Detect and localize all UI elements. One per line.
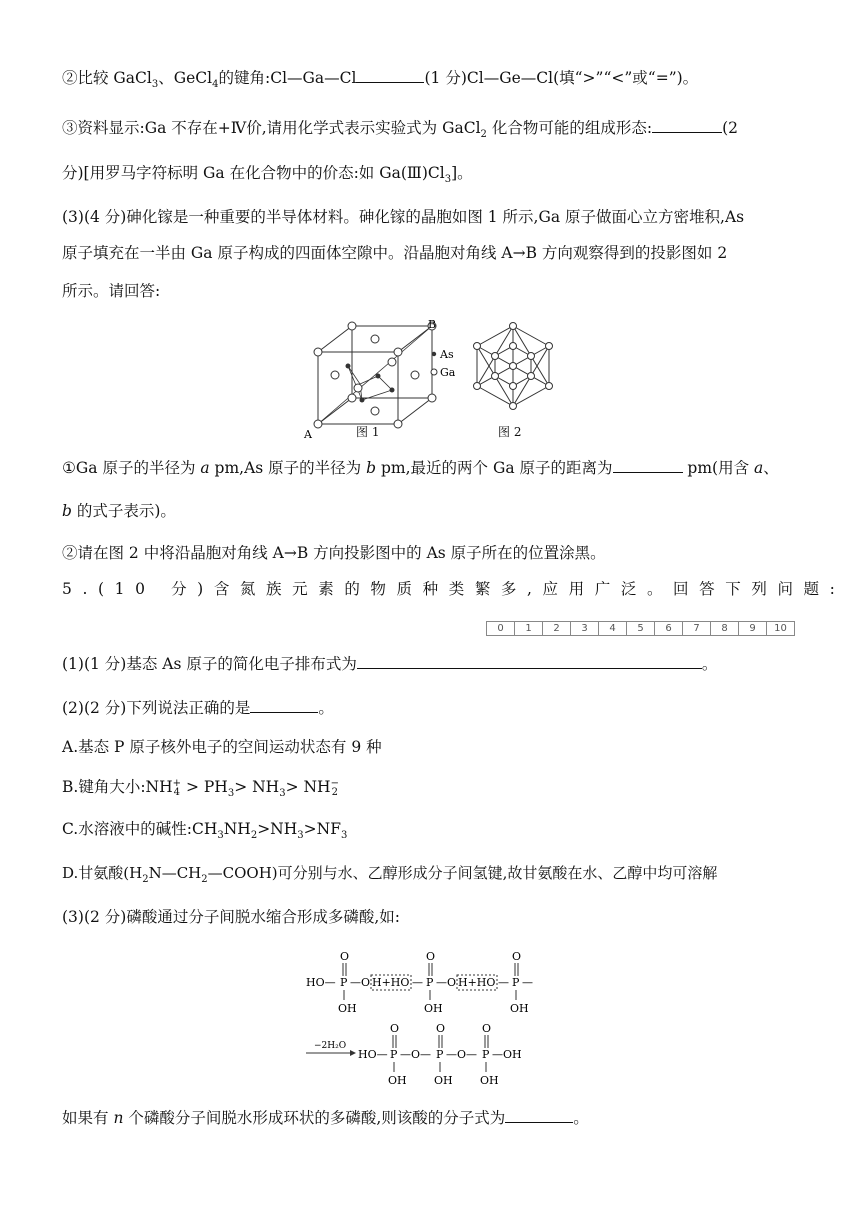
q5-p3: (3)(2 分)磷酸通过分子间脱水缩合形成多磷酸,如:	[62, 908, 400, 926]
answer-blank[interactable]	[613, 456, 683, 473]
svg-text:—O: —O	[350, 976, 371, 989]
score-cell[interactable]: 0	[487, 622, 515, 636]
score-cell[interactable]: 6	[655, 622, 683, 636]
answer-blank[interactable]	[357, 652, 702, 669]
svg-text:HO—: HO—	[358, 1048, 388, 1061]
answer-blank[interactable]	[356, 66, 424, 83]
svg-text:—O—: —O—	[446, 1048, 478, 1061]
score-cell[interactable]: 10	[767, 622, 795, 636]
score-cell[interactable]: 1	[515, 622, 543, 636]
score-cell[interactable]: 3	[571, 622, 599, 636]
svg-text:P: P	[512, 976, 520, 989]
q3-sub1-line2: b 的式子表示)。	[62, 502, 176, 520]
q5-p3-question: 如果有 n 个磷酸分子间脱水形成环状的多磷酸,则该酸的分子式为 。	[62, 1106, 820, 1129]
svg-text:—O: —O	[436, 976, 457, 989]
score-cell[interactable]: 2	[543, 622, 571, 636]
score-cell[interactable]: 4	[599, 622, 627, 636]
svg-text:O: O	[390, 1022, 400, 1035]
q2-3-line2: 分)[用罗马字符标明 Ga 在化合物中的价态:如 $Ga(Ⅲ)Cl_3$]。	[62, 164, 473, 186]
svg-text:—: —	[412, 976, 423, 989]
q5-p1: (1)(1 分)基态 As 原子的简化电子排布式为 。	[62, 652, 820, 675]
answer-blank[interactable]	[652, 116, 722, 133]
product-scheme	[304, 1020, 544, 1092]
svg-text:P: P	[340, 976, 348, 989]
svg-text:OH: OH	[424, 1002, 443, 1015]
score-cell[interactable]: 9	[739, 622, 767, 636]
legend-ga-marker	[431, 369, 437, 375]
answer-blank[interactable]	[250, 696, 318, 713]
figure-2-projection	[468, 320, 558, 420]
q5-p2: (2)(2 分)下列说法正确的是 。	[62, 696, 820, 719]
svg-text:OH: OH	[510, 1002, 529, 1015]
svg-text:O: O	[426, 950, 436, 963]
figure-1-caption: 图 1	[356, 425, 380, 439]
label-a: A	[304, 428, 312, 441]
svg-text:O: O	[340, 950, 350, 963]
svg-text:OH: OH	[388, 1074, 407, 1087]
score-table	[486, 621, 795, 636]
svg-text:H+HO: H+HO	[458, 976, 496, 989]
svg-text:OH: OH	[338, 1002, 357, 1015]
svg-text:O: O	[436, 1022, 446, 1035]
answer-blank[interactable]	[505, 1106, 573, 1123]
svg-text:OH: OH	[480, 1074, 499, 1087]
svg-text:—: —	[498, 976, 509, 989]
svg-text:P: P	[482, 1048, 490, 1061]
label-b: B	[428, 318, 437, 331]
q5-option-c: C.水溶液中的碱性$:CH_3NH_2>NH_3>NF_3$	[62, 820, 348, 842]
svg-text:OH: OH	[434, 1074, 453, 1087]
figure-1-crystal-cell	[300, 316, 470, 441]
score-cell[interactable]: 8	[711, 622, 739, 636]
score-cell[interactable]: 5	[627, 622, 655, 636]
q3-sub1-line1: ①Ga 原子的半径为 a pm,As 原子的半径为 b pm,最近的两个 Ga 原子的距离为 pm(用含 a、	[62, 456, 820, 479]
svg-text:O: O	[512, 950, 522, 963]
svg-text:P: P	[436, 1048, 444, 1061]
svg-text:P: P	[390, 1048, 398, 1061]
q3-line3: 所示。请回答:	[62, 282, 161, 300]
svg-text:—: —	[522, 976, 533, 989]
q5-option-b: B.键角大小:NH + 4 > $PH_3> NH_3>$ NH − 2	[62, 778, 339, 800]
q5-option-a: A.基态 P 原子核外电子的空间运动状态有 9 种	[62, 738, 382, 756]
reaction-arrow	[350, 1050, 356, 1056]
q3-line2: 原子填充在一半由 Ga 原子构成的四面体空隙中。沿晶胞对角线 A→B 方向观察得到的投影图如 2	[62, 244, 728, 262]
q2-2-line: ②比较 GaCl$_3$、GeCl$_4$的键角:Cl—Ga—Cl (1 分)Cl—Ge—Cl(填“>”“<”或“=”)。	[62, 66, 820, 96]
svg-text:—OH: —OH	[492, 1048, 522, 1061]
svg-text:P: P	[426, 976, 434, 989]
q3-sub2: ②请在图 2 中将沿晶胞对角线 A→B 方向投影图中的 As 原子所在的位置涂黑。	[62, 544, 606, 562]
legend-ga: Ga	[440, 366, 456, 379]
score-cell[interactable]: 7	[683, 622, 711, 636]
q3-line1: (3)(4 分)砷化镓是一种重要的半导体材料。砷化镓的晶胞如图 1 所示,Ga 原子做面心立方密堆积,As	[62, 208, 745, 226]
svg-text:O: O	[482, 1022, 492, 1035]
figure-2-caption: 图 2	[498, 425, 522, 439]
q5-header: 5.(10 分)含氮族元素的物质种类繁多,应用广泛。回答下列问题:	[62, 580, 846, 598]
arrow-label: −2H₂O	[314, 1041, 347, 1051]
q2-3-line1: ③资料显示:Ga 不存在+Ⅳ价,请用化学式表示实验式为 GaCl$_2$ 化合物可能的组成形态: (2	[62, 116, 820, 146]
q5-option-d: D.甘氨酸$(H_2N—CH_2—COOH)$可分别与水、乙醇形成分子间氢键,故甘氨酸在水、乙醇中均可溶解	[62, 864, 718, 885]
reactant-scheme	[300, 946, 540, 1016]
legend-as: As	[440, 348, 454, 361]
legend-as-marker	[432, 352, 436, 356]
svg-text:—O—: —O—	[400, 1048, 432, 1061]
svg-text:HO—: HO—	[306, 976, 336, 989]
svg-text:H+HO: H+HO	[372, 976, 410, 989]
